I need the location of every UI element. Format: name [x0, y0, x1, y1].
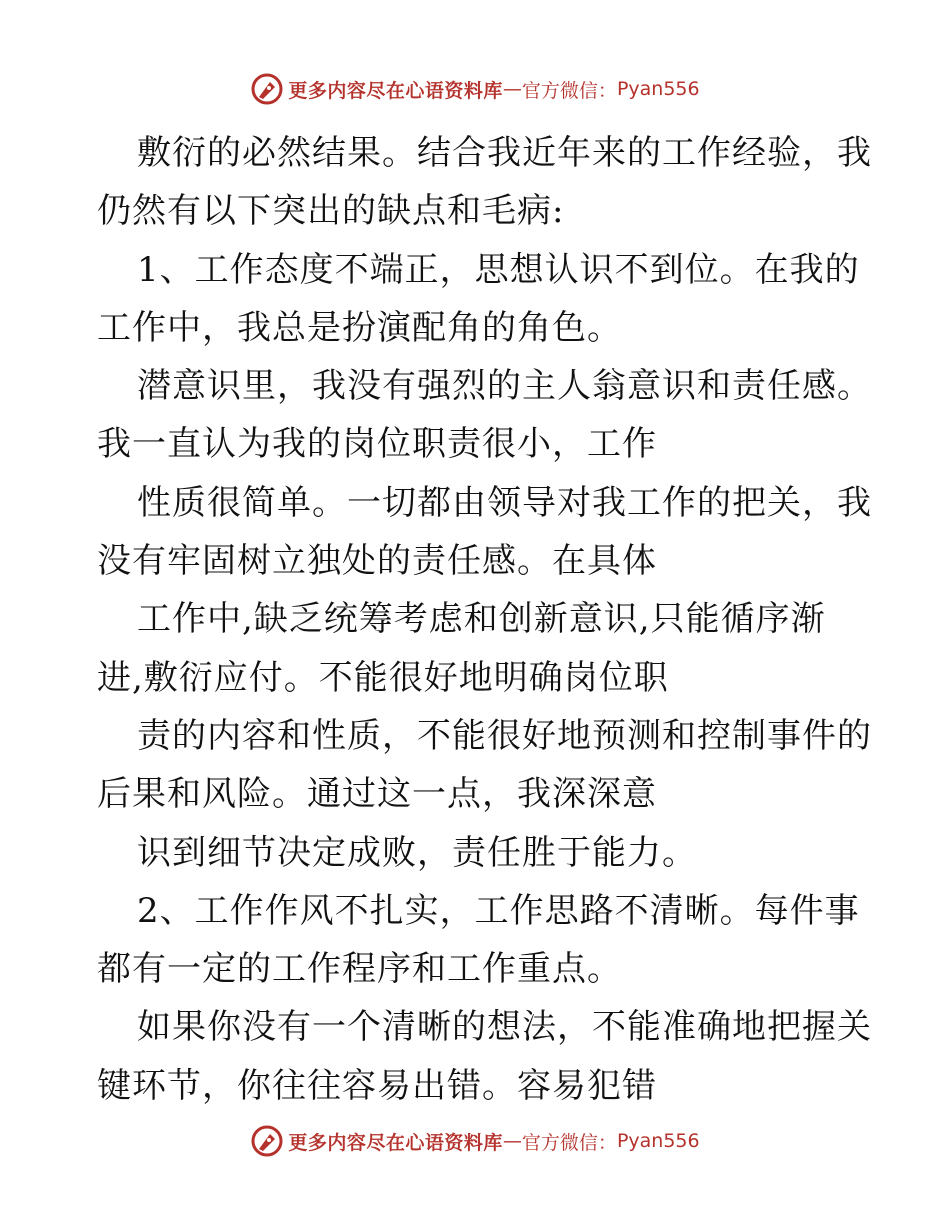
body-line: 后果和风险。通过这一点，我深深意: [97, 774, 657, 815]
banner-wechat-id: Pyan556: [616, 1130, 700, 1152]
body-line: 键环节，你往往容易出错。容易犯错: [97, 1065, 657, 1106]
pen-nib-logo-icon: [250, 72, 284, 106]
body-line: 潜意识里，我没有强烈的主人翁意识和责任感。: [137, 366, 872, 407]
banner-sub-text: 官方微信：: [521, 1131, 617, 1154]
body-line: 如果你没有一个清晰的想法，不能准确地把握关: [137, 1007, 872, 1048]
document-body: [97, 124, 872, 1115]
body-line: 责的内容和性质，不能很好地预测和控制事件的: [137, 715, 872, 756]
body-line: 仍然有以下突出的缺点和毛病:: [97, 191, 565, 232]
body-line: 性质很简单。一切都由领导对我工作的把关，我: [137, 482, 872, 523]
banner-wechat-id: Pyan556: [616, 78, 700, 100]
banner-dash: —: [502, 1130, 522, 1152]
body-line: 我一直认为我的岗位职责很小，工作: [97, 424, 657, 465]
banner-sub-text: 官方微信：: [521, 79, 617, 102]
body-line: 进,敷衍应付。不能很好地明确岗位职: [97, 657, 669, 698]
body-line: 工作中，我总是扮演配角的角色。: [97, 307, 622, 348]
banner-main-text: 更多内容尽在心语资料库: [288, 79, 503, 102]
body-line: 敷衍的必然结果。结合我近年来的工作经验，我: [137, 133, 872, 173]
body-line: 1、工作态度不端正，思想认识不到位。在我的: [137, 249, 860, 290]
body-line: 都有一定的工作程序和工作重点。: [97, 949, 622, 990]
body-line: 识到细节决定成败，责任胜于能力。: [137, 832, 697, 873]
pen-nib-logo-icon: [250, 1124, 284, 1158]
banner-main-text: 更多内容尽在心语资料库: [288, 1131, 503, 1154]
body-line: 2、工作作风不扎实，工作思路不清晰。每件事: [137, 890, 860, 931]
header-banner: [0, 72, 950, 106]
banner-dash: —: [502, 78, 522, 100]
body-line: 没有牢固树立独处的责任感。在具体: [97, 541, 657, 582]
footer-banner: [0, 1124, 950, 1158]
body-line: 工作中,缺乏统筹考虑和创新意识,只能循序渐: [137, 599, 826, 640]
